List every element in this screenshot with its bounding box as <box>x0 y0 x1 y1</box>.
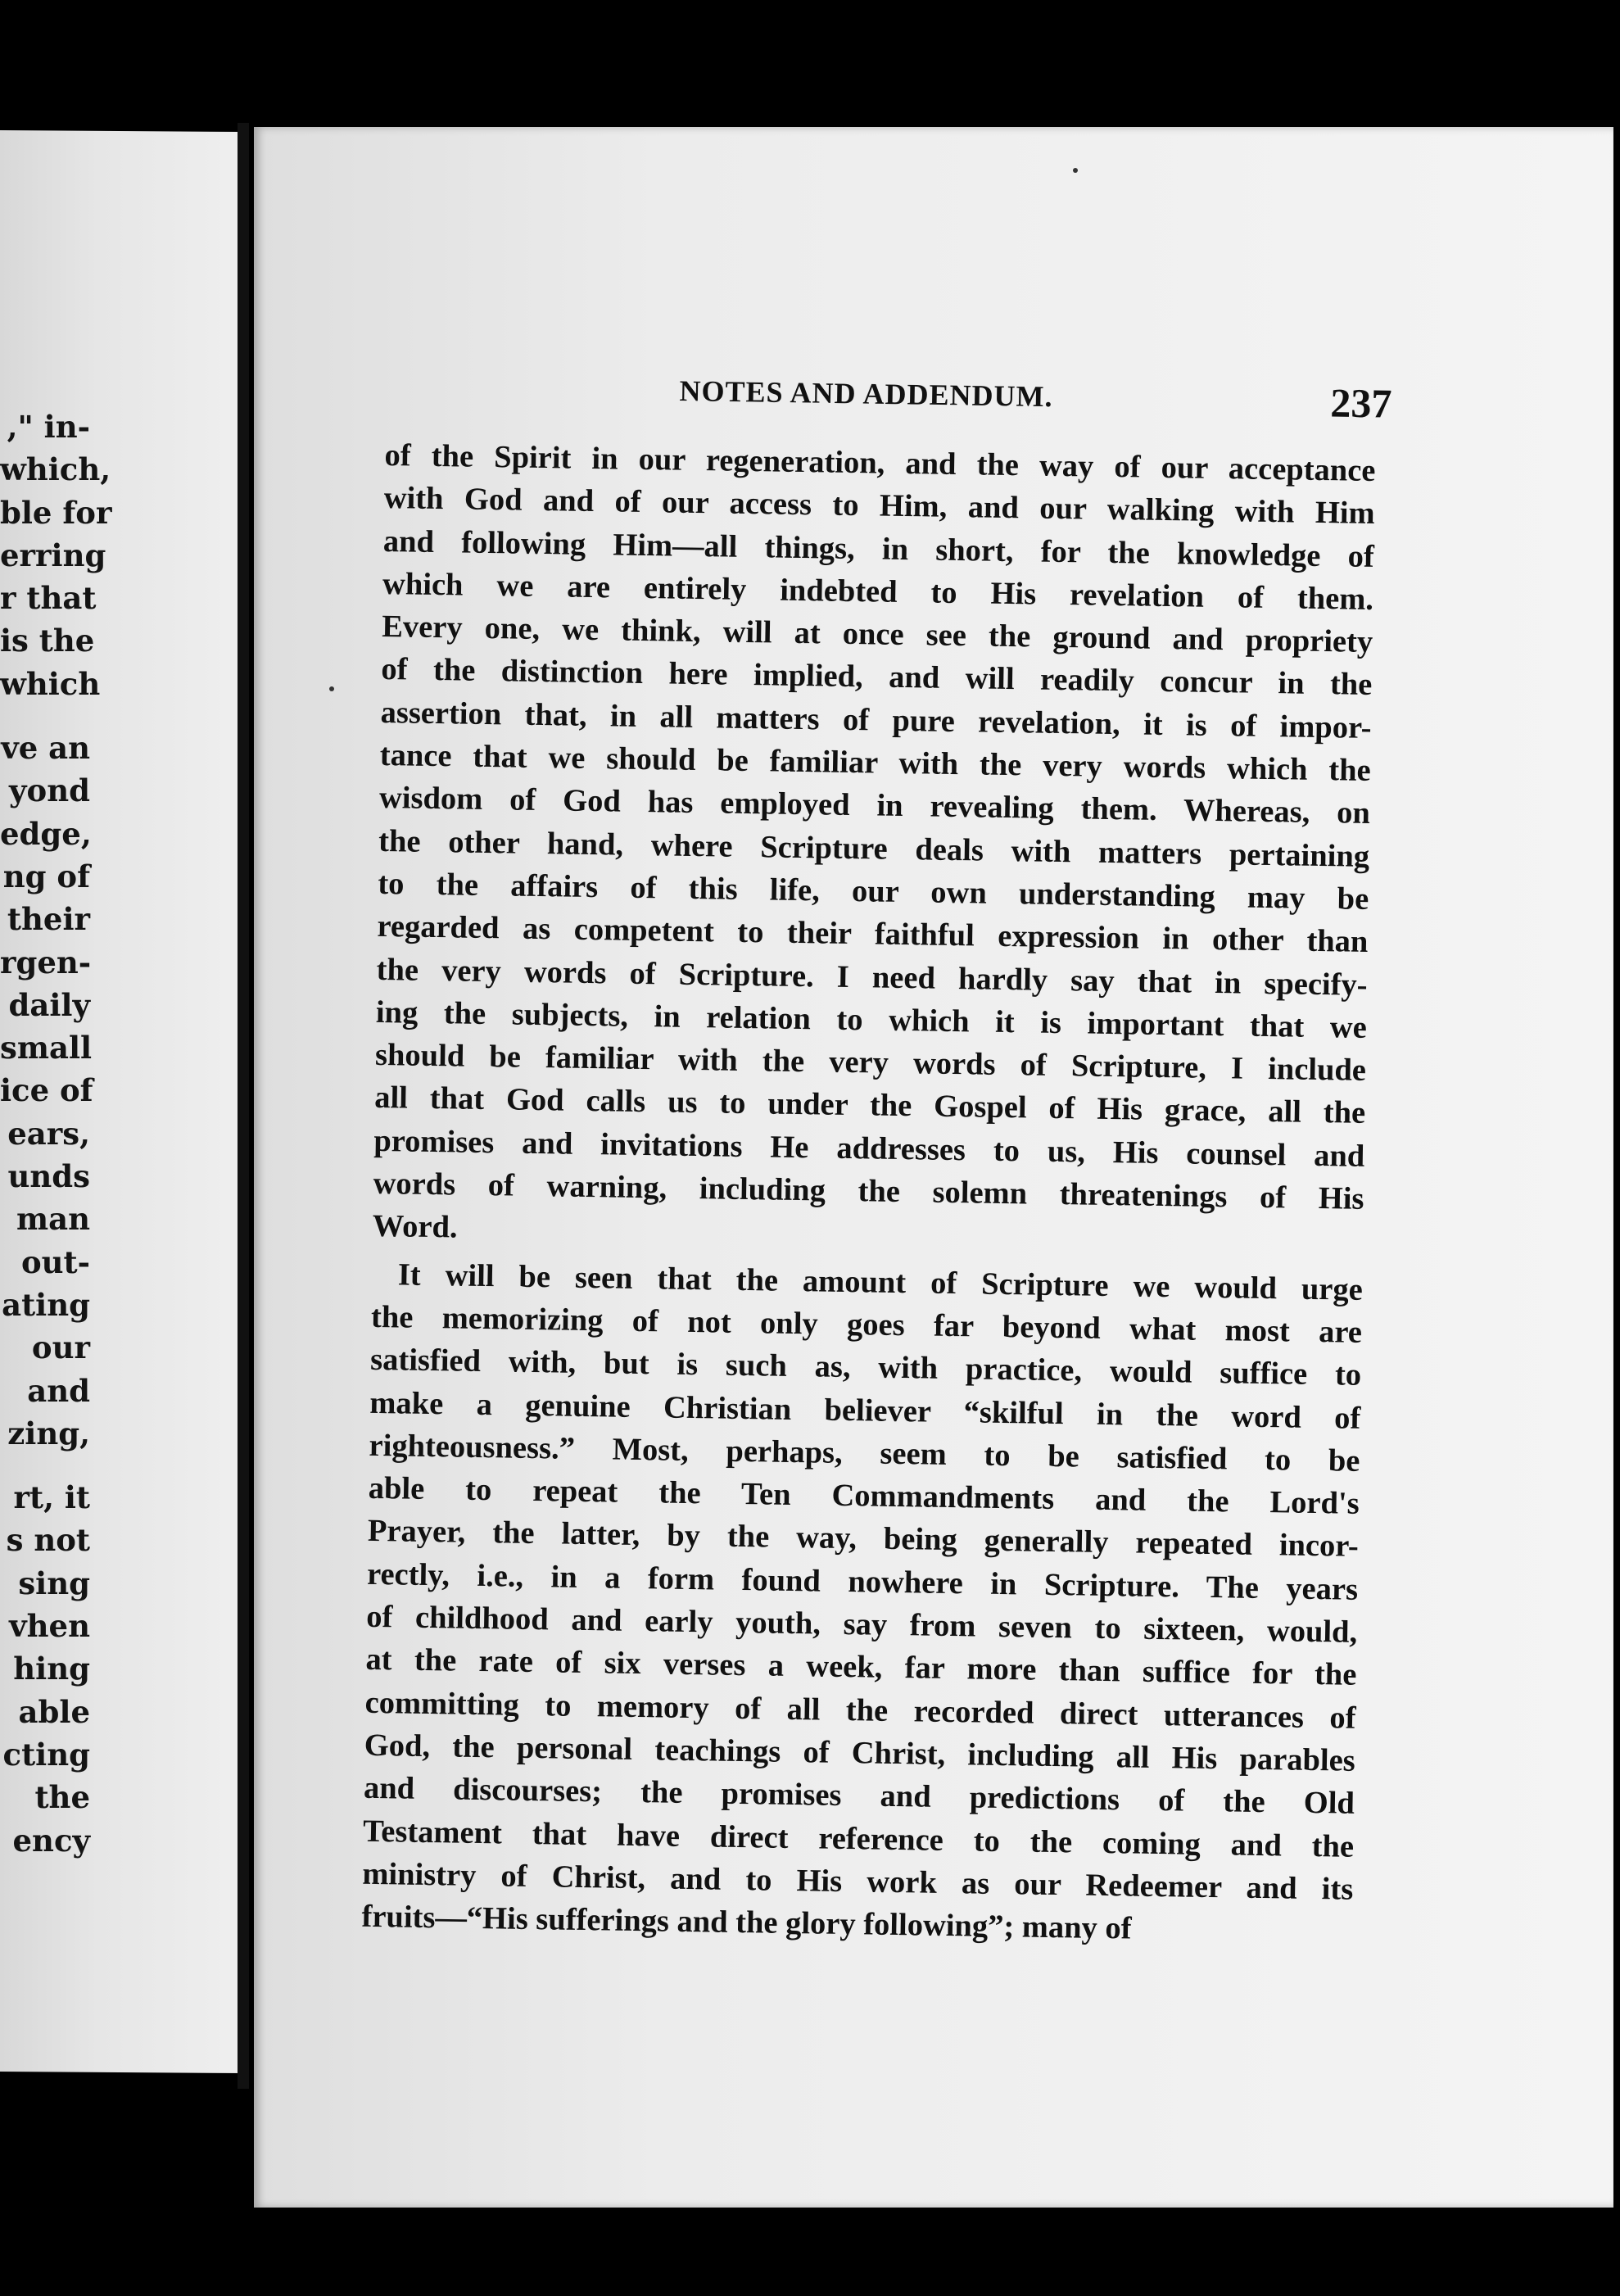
left-page-fragment-line: s not <box>6 1522 90 1559</box>
text-line: promises and invitations He addresses to us, His counsel and <box>373 1123 1365 1174</box>
running-head: NOTES AND ADDENDUM. <box>679 374 1053 414</box>
body-text <box>361 434 1376 1954</box>
text-line: make a genuine Christian believer “skilful in the word of <box>369 1385 1361 1436</box>
text-line: able to repeat the Ten Commandments and the Lord's <box>368 1470 1360 1521</box>
left-page-fragment-line: ve an <box>1 730 90 767</box>
text-line: wisdom of God has employed in revealing them. Whereas, on <box>378 781 1371 831</box>
text-line: should be familiar with the very words of Scripture, I include <box>374 1038 1367 1089</box>
left-page-fragment-line: rt, it <box>13 1479 90 1516</box>
left-page-fragment-line: which <box>0 665 101 702</box>
text-line: at the rate of six verses a week, far more than suffice for the <box>365 1642 1357 1693</box>
left-page-fragment-line: man <box>16 1201 90 1238</box>
left-page-fragment-line: unds <box>7 1158 90 1195</box>
text-line: Prayer, the latter, by the way, being generally repeated incor- <box>367 1514 1360 1565</box>
text-line: tance that we should be familiar with the very words which the <box>379 738 1372 789</box>
left-page-fragment-line: ears, <box>7 1115 90 1152</box>
text-line: regarded as competent to their faithful expression in other than <box>377 909 1369 960</box>
text-line: committing to memory of all the recorded direct utterances of <box>364 1685 1356 1736</box>
text-line: the other hand, where Scripture deals with matters pertaining <box>378 823 1370 874</box>
left-page-fragment-line: daily <box>8 986 90 1023</box>
text-line: assertion that, in all matters of pure revelation, it is of impor- <box>380 695 1372 745</box>
text-line: of the Spirit in our regeneration, and the way of our acceptance <box>384 437 1376 489</box>
left-page-fragment-line: ble for <box>0 494 112 531</box>
left-page-fragment-line: ency <box>12 1822 90 1859</box>
text-line: ministry of Christ, and to His work as our Redeemer and its <box>362 1856 1354 1907</box>
text-line: and discourses; the promises and predictions of the Old <box>363 1771 1355 1822</box>
left-page-fragment-line: small <box>0 1030 93 1066</box>
left-page-text-fragments <box>0 405 112 1862</box>
page-edge-divider <box>238 123 249 2089</box>
text-line: the memorizing of not only goes far beyond what most are <box>370 1299 1363 1350</box>
paragraph <box>361 1253 1363 1954</box>
left-page-fragment-line: ," in- <box>7 409 90 445</box>
left-page-fragment-line: able <box>18 1693 90 1730</box>
left-page-fragment-line: ating <box>2 1286 90 1323</box>
text-line: of childhood and early youth, say from seven to sixteen, would, <box>365 1599 1358 1650</box>
left-page-fragment-line: the <box>34 1779 90 1816</box>
left-page-fragment-line: cting <box>2 1736 90 1773</box>
text-line: Word. <box>372 1209 458 1245</box>
left-page-fragment-line: yond <box>9 772 90 809</box>
left-page-fragment-line: sing <box>18 1565 90 1601</box>
left-page-fragment-line <box>0 705 90 727</box>
left-page-fragment-line: r that <box>0 580 97 617</box>
left-page-fragment-line: and <box>27 1372 90 1409</box>
left-page-fragment-line: out- <box>20 1243 90 1280</box>
left-page-fragment-line: vhen <box>9 1608 90 1645</box>
text-line: ing the subjects, in relation to which it is important that we <box>375 994 1368 1045</box>
text-line: Every one, we think, will at once see the ground and propriety <box>381 609 1373 660</box>
paragraph <box>372 434 1375 1264</box>
text-line: of the distinction here implied, and will readily concur in the <box>381 652 1373 703</box>
text-line: to the affairs of this life, our own understanding may be <box>378 866 1369 917</box>
left-page-fragment-line: our <box>31 1329 90 1366</box>
left-page-fragment-line: ice of <box>0 1072 93 1109</box>
text-line: all that God calls us to under the Gospel of His grace, all the <box>373 1080 1366 1131</box>
left-page-fragment-line: their <box>7 901 90 938</box>
text-line: which we are entirely indebted to His revelation of them. <box>382 566 1374 617</box>
text-line: righteousness.” Most, perhaps, seem to be satisfied to be <box>369 1428 1360 1479</box>
left-page-fragment-line: erring <box>0 537 106 573</box>
left-page-fragment-line: ng of <box>2 858 90 894</box>
text-line: fruits—“His sufferings and the glory following”; many of <box>361 1899 1132 1946</box>
page-number: 237 <box>1330 379 1392 427</box>
left-page-fragment-line: zing, <box>7 1415 90 1451</box>
text-line: rectly, i.e., in a form found nowhere in Scripture. The years <box>366 1556 1359 1607</box>
left-page-fragment-line: which, <box>0 451 111 488</box>
text-line: with God and of our access to Him, and our walking with Him <box>383 481 1375 532</box>
scan-speck <box>1073 168 1078 173</box>
left-page-fragment-line: rgen- <box>0 944 92 980</box>
left-page-fragment-line: edge, <box>0 815 92 852</box>
text-line: words of warning, including the solemn threatenings of His <box>373 1166 1364 1216</box>
left-page-fragment-line <box>0 1455 90 1476</box>
scan-speck <box>329 686 334 691</box>
text-line: and following Him—all things, in short, for the knowledge of <box>382 523 1375 574</box>
left-page-fragment-line: hing <box>13 1651 90 1687</box>
left-page-fragment-line: is the <box>0 623 95 659</box>
text-line: God, the personal teachings of Christ, including all His parables <box>364 1728 1356 1778</box>
text-line: satisfied with, but is such as, with practice, would suffice to <box>369 1343 1362 1393</box>
text-line: It will be seen that the amount of Scripture we would urge <box>397 1257 1364 1307</box>
text-line: the very words of Scripture. I need hardly say that in specify- <box>376 952 1368 1003</box>
text-line: Testament that have direct reference to the coming and the <box>362 1814 1355 1864</box>
